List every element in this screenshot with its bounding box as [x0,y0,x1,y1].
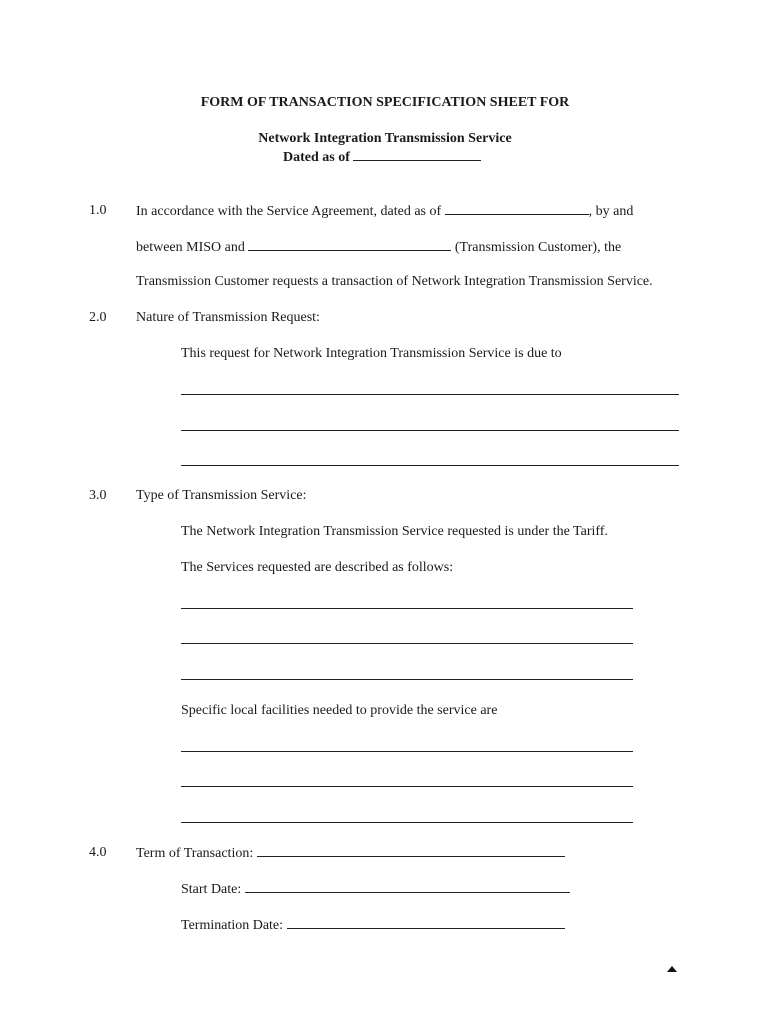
section-3-facilities-prompt: Specific local facilities needed to provide the service are [181,703,498,718]
section-2-prompt: This request for Network Integration Transmission Service is due to [181,346,562,361]
services-line-1[interactable] [181,608,633,609]
section-1-line-2 [136,238,621,256]
section-1-number: 1.0 [89,203,107,218]
start-date-blank[interactable] [245,880,570,893]
section-1-line-1-suffix: , by and [588,204,634,219]
form-title: FORM OF TRANSACTION SPECIFICATION SHEET FOR [200,95,570,110]
request-reason-line-1[interactable] [181,394,679,395]
section-2-heading: Nature of Transmission Request: [136,310,320,325]
section-3-tariff-line: The Network Integration Transmission Service requested is under the Tariff. [181,524,608,539]
section-3-heading: Type of Transmission Service: [136,488,307,503]
section-1-line-3: Transmission Customer requests a transaction of Network Integration Transmission Service. [136,274,653,289]
termination-date-blank[interactable] [287,916,565,929]
request-reason-line-3[interactable] [181,465,679,466]
section-1-line-2-suffix: (Transmission Customer), the [454,240,622,255]
start-date-label: Start Date: [181,882,242,897]
section-2-number: 2.0 [89,310,107,325]
agreement-date-blank[interactable] [445,202,589,215]
section-1-line-2-text: between MISO and [136,240,245,255]
facilities-line-2[interactable] [181,786,633,787]
section-4-number: 4.0 [89,845,107,860]
termination-date-label: Termination Date: [181,918,284,933]
start-date-line [181,880,570,898]
facilities-line-3[interactable] [181,822,633,823]
section-1-line-1-text: In accordance with the Service Agreement, dated as of [136,204,442,219]
term-of-transaction-label: Term of Transaction: [136,846,254,861]
dated-as-of-blank[interactable] [353,148,481,161]
termination-date-line [181,916,565,934]
term-of-transaction-blank[interactable] [257,844,565,857]
form-subtitle: Network Integration Transmission Service [258,131,512,146]
up-arrow-icon[interactable] [667,966,677,972]
section-1-line-1 [136,202,633,220]
section-3-number: 3.0 [89,488,107,503]
request-reason-line-2[interactable] [181,430,679,431]
term-of-transaction-line [136,844,565,862]
facilities-line-1[interactable] [181,751,633,752]
dated-as-of-line [283,148,481,166]
services-line-2[interactable] [181,643,633,644]
transmission-customer-blank[interactable] [248,238,451,251]
services-line-3[interactable] [181,679,633,680]
section-3-services-prompt: The Services requested are described as follows: [181,560,454,575]
dated-as-of-label: Dated as of [283,150,350,165]
